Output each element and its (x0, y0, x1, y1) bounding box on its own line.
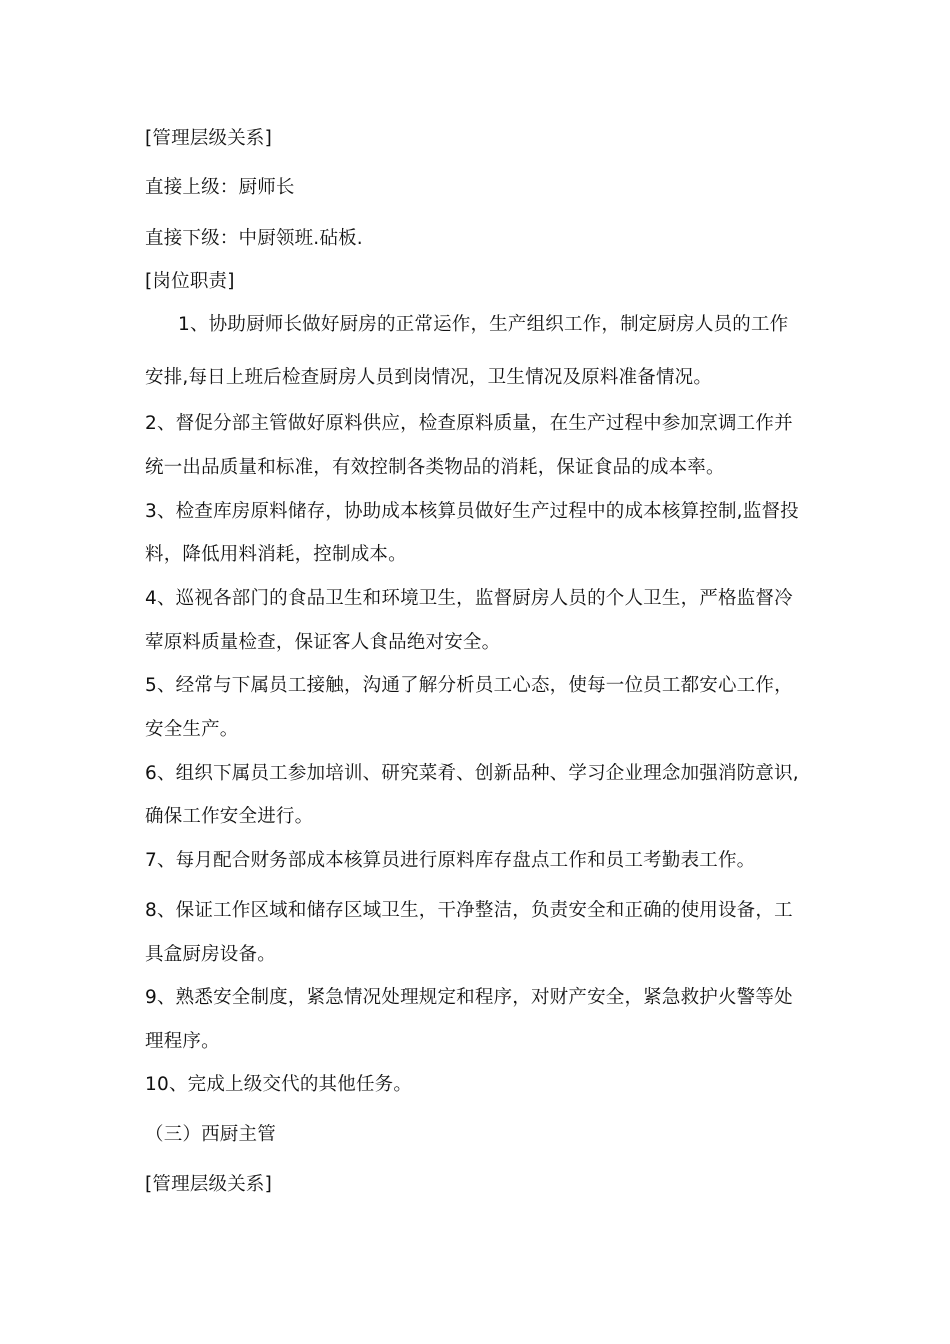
section-heading-western-kitchen-supervisor: （三）西厨主管 (145, 1124, 276, 1145)
direct-subordinate-line: 直接下级：中厨领班.砧板. (145, 228, 363, 249)
section-heading-management-hierarchy: [管理层级关系] (145, 128, 273, 149)
section-heading-management-hierarchy-2: [管理层级关系] (145, 1174, 273, 1195)
direct-superior-line: 直接上级：厨师长 (145, 177, 295, 198)
duty-9-line-2: 理程序。 (145, 1031, 220, 1052)
duty-8-line-1: 8、保证工作区域和储存区域卫生，干净整洁，负责安全和正确的使用设备，工 (145, 900, 793, 921)
duty-5-line-2: 安全生产。 (145, 719, 239, 740)
duty-3-line-2: 料，降低用料消耗，控制成本。 (145, 544, 407, 565)
duty-1-line-2: 安排,每日上班后检查厨房人员到岗情况，卫生情况及原料准备情况。 (145, 367, 713, 388)
duty-4-line-2: 荤原料质量检查，保证客人食品绝对安全。 (145, 632, 501, 653)
duty-4-line-1: 4、巡视各部门的食品卫生和环境卫生，监督厨房人员的个人卫生，严格监督冷 (145, 588, 793, 609)
section-heading-job-duties: [岗位职责] (145, 271, 235, 292)
duty-8-line-2: 具盒厨房设备。 (145, 944, 276, 965)
duty-5-line-1: 5、经常与下属员工接触，沟通了解分析员工心态，使每一位员工都安心工作， (145, 675, 793, 696)
duty-7-line-1: 7、每月配合财务部成本核算员进行原料库存盘点工作和员工考勤表工作。 (145, 850, 756, 871)
duty-1-line-1: 1、协助厨师长做好厨房的正常运作，生产组织工作，制定厨房人员的工作 (178, 314, 789, 335)
duty-2-line-2: 统一出品质量和标准，有效控制各类物品的消耗，保证食品的成本率。 (145, 457, 725, 478)
duty-6-line-1: 6、组织下属员工参加培训、研究菜肴、创新品种、学习企业理念加强消防意识, (145, 763, 799, 784)
duty-6-line-2: 确保工作安全进行。 (145, 806, 314, 827)
duty-3-line-1: 3、检查库房原料储存，协助成本核算员做好生产过程中的成本核算控制,监督投 (145, 501, 799, 522)
duty-9-line-1: 9、熟悉安全制度，紧急情况处理规定和程序，对财产安全，紧急救护火警等处 (145, 987, 793, 1008)
duty-2-line-1: 2、督促分部主管做好原料供应，检查原料质量，在生产过程中参加烹调工作并 (145, 413, 793, 434)
duty-10-line-1: 10、完成上级交代的其他任务。 (145, 1074, 413, 1095)
